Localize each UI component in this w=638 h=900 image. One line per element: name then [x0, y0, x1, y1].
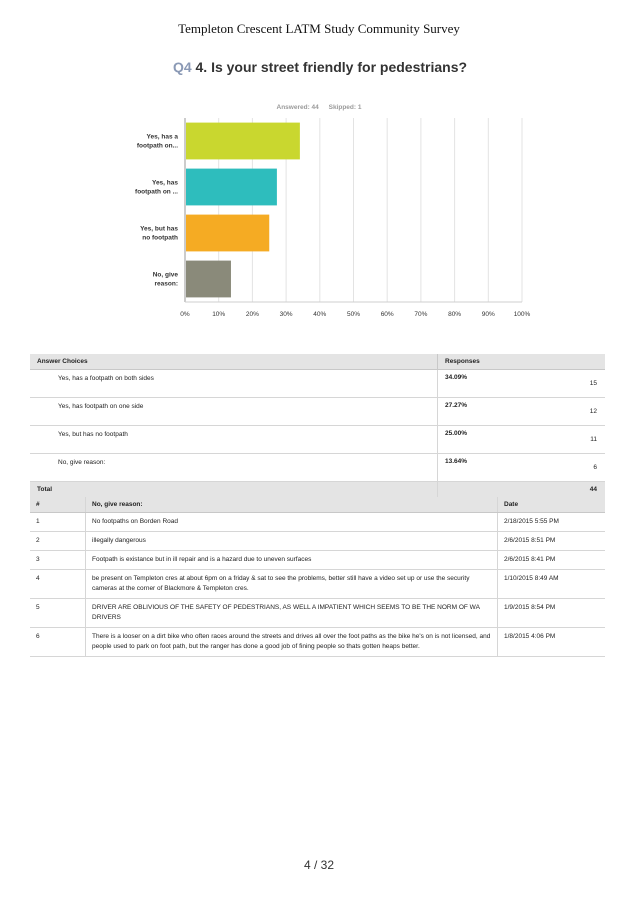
comments-table-header [30, 497, 605, 513]
x-tick-label: 50% [346, 311, 361, 318]
answer-row [30, 426, 605, 454]
category-label: No, give reason: [152, 271, 178, 288]
answer-choice: No, give reason: [30, 454, 438, 482]
comment-row [30, 532, 605, 551]
bar-chart [0, 0, 638, 330]
category-label: Yes, has footpath on ... [135, 179, 178, 196]
comment-number: 3 [30, 551, 86, 570]
x-tick-label: 20% [245, 311, 259, 318]
bar [186, 215, 269, 252]
comment-row [30, 628, 605, 657]
answer-row [30, 398, 605, 426]
x-tick-label: 60% [380, 311, 394, 318]
reason-header: No, give reason: [86, 497, 498, 513]
x-tick-label: 0% [180, 311, 190, 318]
comment-row [30, 551, 605, 570]
comment-date: 2/18/2015 5:55 PM [498, 513, 606, 532]
comment-date: 2/6/2015 8:41 PM [498, 551, 606, 570]
total-row [30, 482, 605, 498]
answer-choice: Yes, but has no footpath [30, 426, 438, 454]
answered-count: Answered: 44 [276, 104, 319, 111]
question-text: 4. Is your street friendly for pedestrians? [195, 59, 468, 75]
x-tick-label: 40% [313, 311, 327, 318]
answer-percent: 27.27% [438, 398, 542, 426]
answer-percent: 25.00% [438, 426, 542, 454]
comment-text: be present on Templeton cres at about 6pm on a friday & sat to see the problems, better still have a video set up or use the security cameras at the corner of Blackmore & Templeton cres. [86, 570, 498, 599]
answer-row [30, 370, 605, 398]
x-tick-label: 90% [481, 311, 495, 318]
answer-choices-table [30, 354, 605, 498]
total-spacer [438, 482, 542, 498]
comment-row [30, 599, 605, 628]
comment-text: illegally dangerous [86, 532, 498, 551]
answer-row [30, 454, 605, 482]
x-tick-label: 30% [279, 311, 293, 318]
category-label: Yes, but has no footpath [140, 225, 178, 242]
page-number: 4 / 32 [303, 858, 335, 872]
comment-text: DRIVER ARE OBLIVIOUS OF THE SAFETY OF PEDESTRIANS, AS WELL A IMPATIENT WHICH SEEMS TO BE THE NORM OF WA DRIVERS [86, 599, 498, 628]
x-tick-label: 10% [212, 311, 226, 318]
answer-count: 6 [542, 454, 605, 482]
responses-header: Responses [438, 354, 606, 370]
comment-row [30, 570, 605, 599]
num-header: # [30, 497, 86, 513]
answer-count: 12 [542, 398, 605, 426]
comment-number: 2 [30, 532, 86, 551]
skipped-count: Skipped: 1 [328, 104, 362, 111]
comments-table [30, 497, 605, 657]
total-count: 44 [542, 482, 605, 498]
answer-table-header [30, 354, 605, 370]
answer-count: 15 [542, 370, 605, 398]
comment-text: Footpath is existance but in ill repair and is a hazard due to uneven surfaces [86, 551, 498, 570]
answer-choices-header: Answer Choices [30, 354, 438, 370]
comment-number: 6 [30, 628, 86, 657]
comment-number: 5 [30, 599, 86, 628]
category-label: Yes, has a footpath on... [136, 133, 178, 150]
answer-count: 11 [542, 426, 605, 454]
comment-text: There is a looser on a dirt bike who often races around the streets and drives all over the foot paths as the bike he's on is not licensed, and people used to park on foot path, but the ranger has done a good job of fining people so thats gotten heaps better. [86, 628, 498, 657]
question-number: Q4 [172, 59, 192, 75]
document-title: Templeton Crescent LATM Study Community Survey [178, 21, 460, 36]
comment-row [30, 513, 605, 532]
answer-choice: Yes, has a footpath on both sides [30, 370, 438, 398]
x-tick-label: 80% [448, 311, 462, 318]
bar [186, 261, 231, 298]
answer-percent: 13.64% [438, 454, 542, 482]
comment-date: 1/8/2015 4:06 PM [498, 628, 606, 657]
answer-percent: 34.09% [438, 370, 542, 398]
comment-text: No footpaths on Borden Road [86, 513, 498, 532]
comment-date: 1/9/2015 8:54 PM [498, 599, 606, 628]
bar [186, 169, 277, 206]
x-tick-label: 100% [513, 311, 531, 318]
comment-date: 1/10/2015 8:49 AM [498, 570, 606, 599]
comment-number: 4 [30, 570, 86, 599]
date-header: Date [498, 497, 606, 513]
bar [186, 123, 300, 160]
comment-number: 1 [30, 513, 86, 532]
comment-date: 2/6/2015 8:51 PM [498, 532, 606, 551]
total-label: Total [30, 482, 438, 498]
x-tick-label: 70% [414, 311, 428, 318]
answer-choice: Yes, has footpath on one side [30, 398, 438, 426]
